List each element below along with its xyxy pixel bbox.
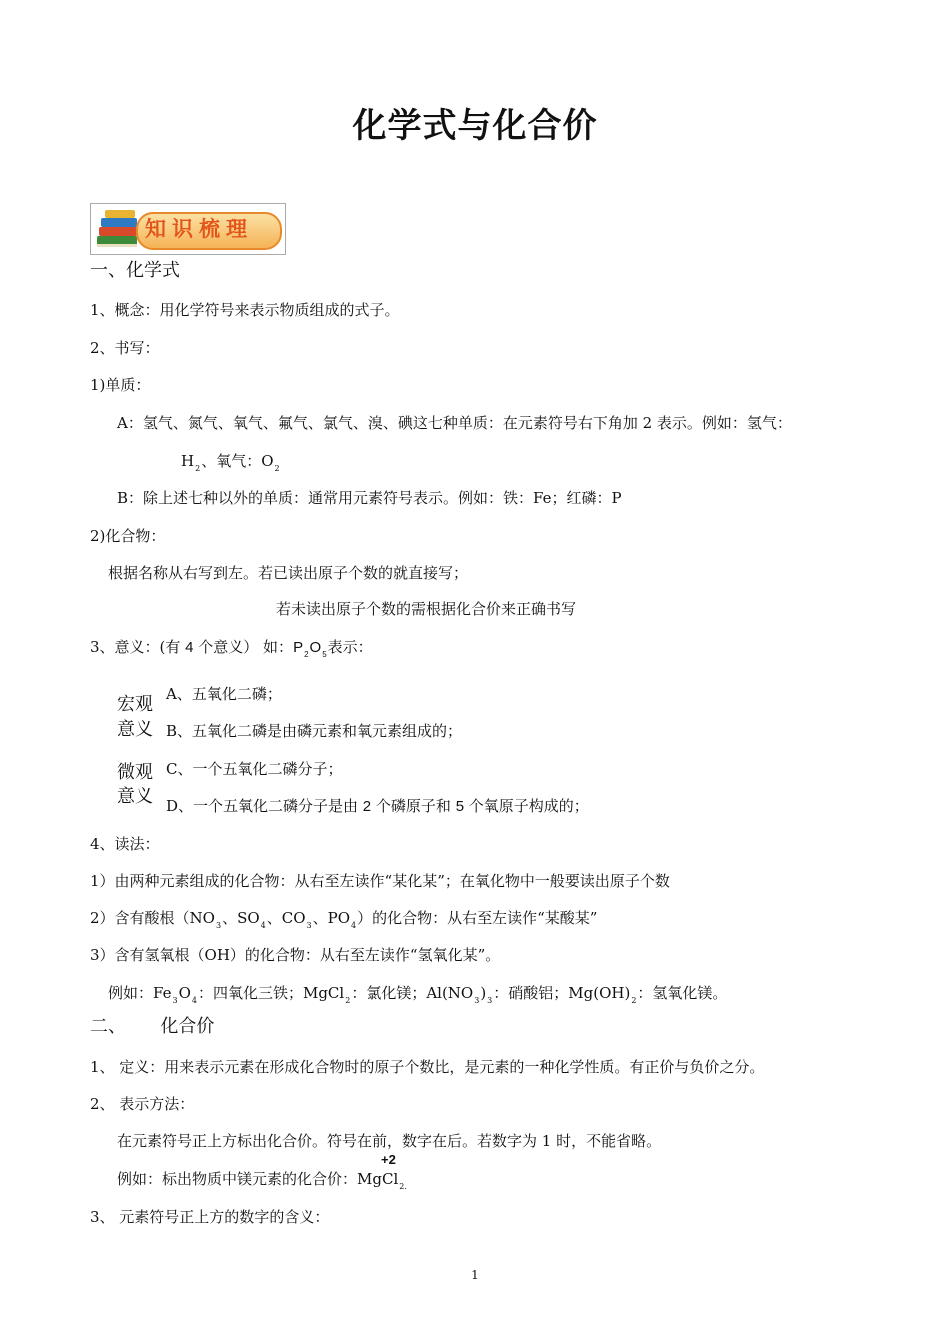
reading-heading: 4、读法： (90, 835, 160, 853)
rule-a-text: A：氢气、氮气、氧气、氟气、氯气、溴、碘这七种单质：在元素符号右下角加 2 表示。例如：氢气： (117, 414, 792, 432)
reading-rule-2: 2）含有酸根（$NO_3$、$SO_4$、$CO_3$、$PO_4$）的化合物：从右至左读作“某酸某” (90, 909, 598, 930)
reading-rule-1: 1）由两种元素组成的化合物：从右至左读作“某化某”；在氧化物中一般要读出原子个数 (90, 872, 670, 890)
micro-label-1: 微观 (117, 762, 153, 783)
meaning-a: A、五氧化二磷； (166, 685, 282, 703)
rule-b-text: B：除上述七种以外的单质：通常用元素符号表示。例如：铁：Fe；红磷：P (117, 489, 622, 507)
reading-rule-3: 3）含有氢氧根（OH）的化合物：从右至左读作“氢氧化某”。 (90, 946, 501, 964)
section-heading-formula: 一、化学式 (90, 260, 180, 281)
page-number: 1 (471, 1268, 479, 1282)
concept-text: 1、概念：用化学符号来表示物质组成的式子。 (90, 301, 400, 319)
compound-heading: 2)化合物： (90, 527, 166, 545)
badge-label: 知识梳理 (145, 217, 253, 241)
element-heading: 1)单质： (90, 376, 151, 394)
valence-definition: 1、 定义：用来表示元素在形成化合物时的原子个数比，是元素的一种化学性质。有正价与负价之分。 (90, 1058, 765, 1076)
knowledge-badge (90, 203, 286, 255)
reading-examples: 例如：$Fe_3O_4$：四氧化三铁；MgCl$_2$：氯化镁；$Al(NO_3)_3$：硝酸铝；$Mg(OH)_2$：氢氧化镁。 (108, 984, 728, 1005)
meaning-heading: 3、意义：(有 4 个意义） 如：$P_2O_5$表示： (90, 638, 373, 659)
notation-heading: 2、 表示方法： (90, 1095, 195, 1113)
compound-rule-2: 若未读出原子个数的需根据化合价来正确书写 (276, 600, 577, 618)
number-meaning-heading: 3、 元素符号正上方的数字的含义： (90, 1208, 330, 1226)
macro-label-1: 宏观 (117, 694, 153, 715)
micro-label-2: 意义 (117, 786, 153, 807)
section-heading-valence: 二、 化合价 (90, 1016, 215, 1037)
compound-rule-1: 根据名称从右写到左。若已读出原子个数的就直接写； (108, 564, 469, 582)
writing-heading: 2、书写： (90, 339, 160, 357)
valence-mark: +2 (381, 1152, 396, 1167)
page-title: 化学式与化合价 (352, 106, 598, 146)
rule-a-examples: $H_2$、氧气：$O_2$ (181, 452, 280, 473)
macro-label-2: 意义 (117, 719, 153, 740)
notation-rule: 在元素符号正上方标出化合价。符号在前，数字在后。若数字为 1 时，不能省略。 (117, 1132, 662, 1150)
meaning-b: B、五氧化二磷是由磷元素和氧元素组成的； (166, 722, 463, 740)
notation-example: 例如：标出物质中镁元素的化合价：MgCl$_{2.}$ (117, 1170, 407, 1191)
meaning-d: D、一个五氧化二磷分子是由 2 个磷原子和 5 个氧原子构成的； (166, 797, 589, 815)
meaning-c: C、一个五氧化二磷分子； (166, 760, 343, 778)
